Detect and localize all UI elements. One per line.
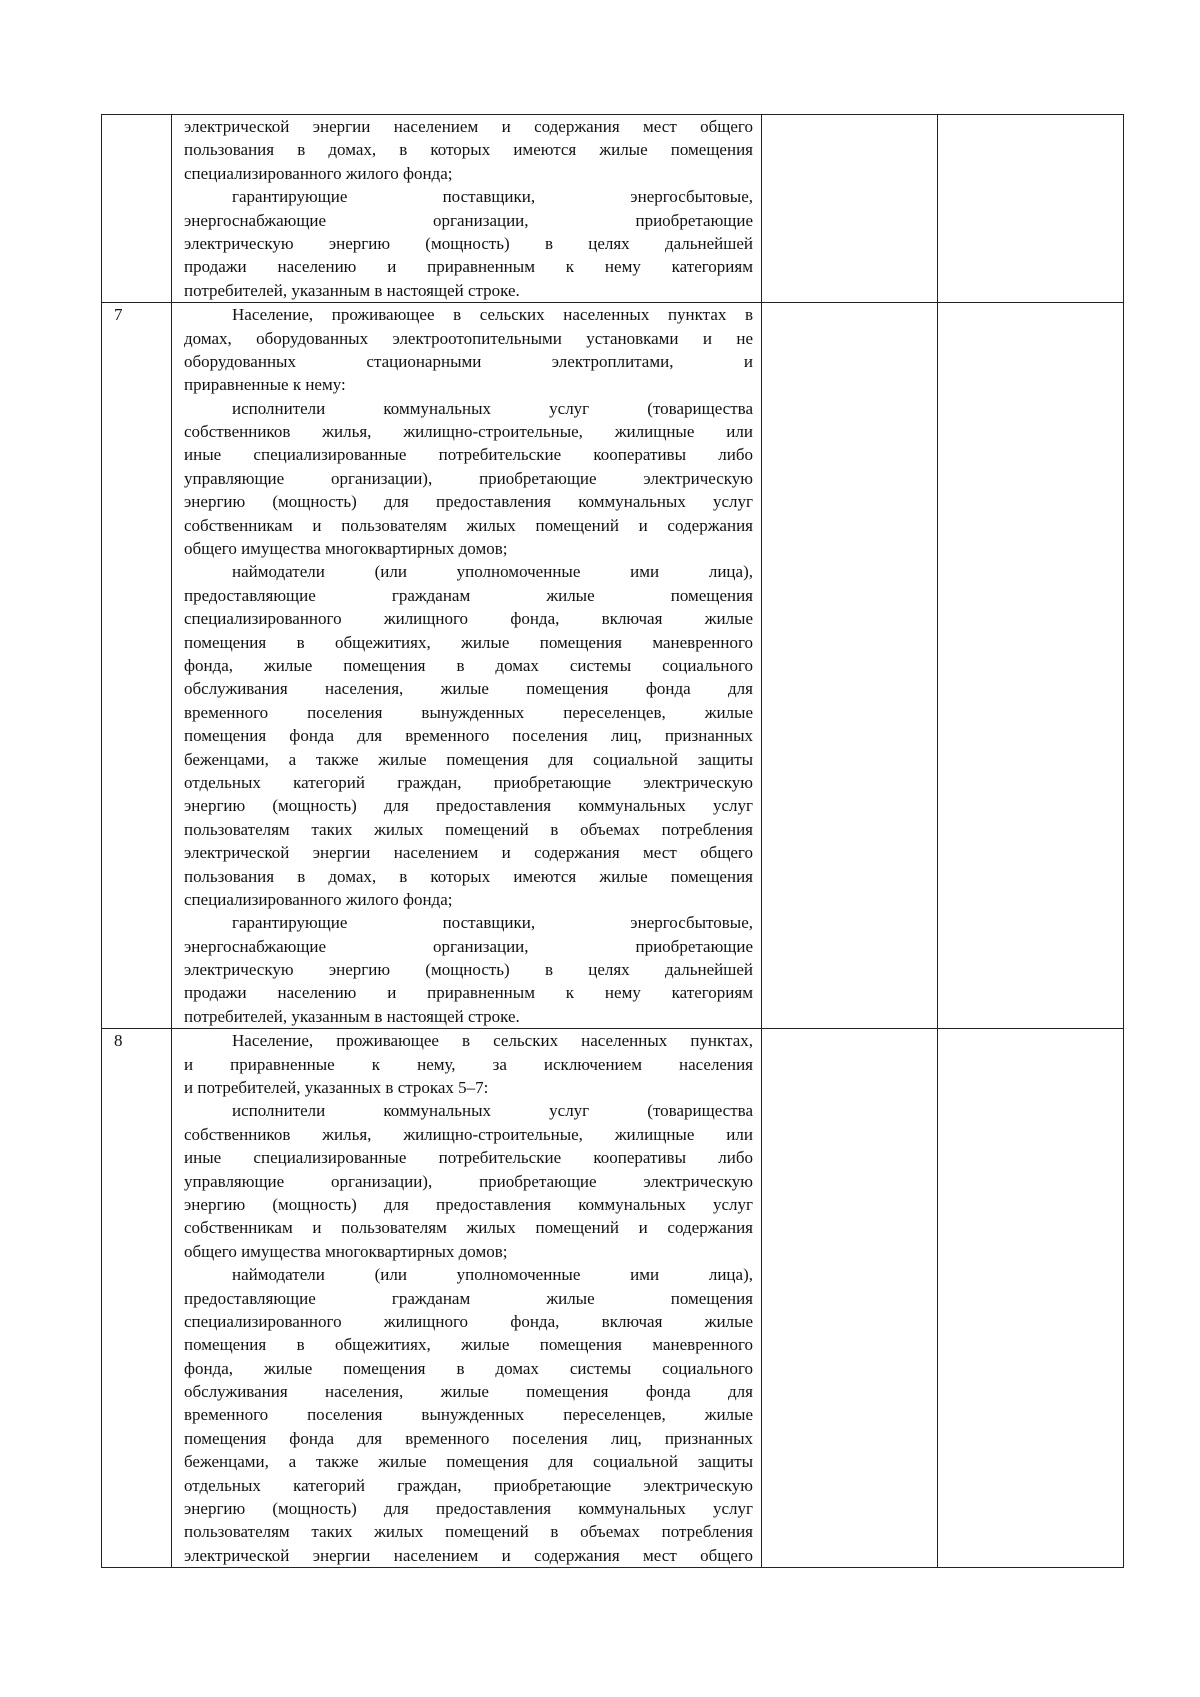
- text-line: собственникам и пользователям жилых помещений и содержания: [184, 515, 753, 535]
- text-line: помещения фонда для временного поселения лиц, признанных: [184, 1428, 753, 1448]
- text-line: электрической энергии населением и содержания мест общего: [184, 843, 753, 863]
- text-line: иные специализированные потребительские кооперативы либо: [184, 445, 753, 465]
- text-line: энергию (мощность) для предоставления коммунальных услуг: [184, 1194, 753, 1214]
- row-description-cell: [172, 1029, 762, 1568]
- empty-cell: [762, 1029, 938, 1568]
- text-line: электрическую энергию (мощность) в целях дальнейшей: [184, 960, 753, 980]
- text-line: домах, оборудованных электроотопительными установками и не: [184, 328, 753, 348]
- text-line: исполнители коммунальных услуг (товарищества: [232, 398, 753, 418]
- text-line: общего имущества многоквартирных домов;: [184, 539, 508, 559]
- text-line: специализированного жилого фонда;: [184, 889, 453, 909]
- text-line: энергию (мощность) для предоставления коммунальных услуг: [184, 492, 753, 512]
- text-line: наймодатели (или уполномоченные ими лица),: [232, 562, 753, 582]
- text-line: беженцами, а также жилые помещения для социальной защиты: [184, 1452, 753, 1472]
- text-line: пользователям таких жилых помещений в объемах потребления: [184, 819, 753, 839]
- text-line: специализированного жилищного фонда, включая жилые: [184, 609, 753, 629]
- text-line: общего имущества многоквартирных домов;: [184, 1241, 508, 1261]
- text-line: специализированного жилого фонда;: [184, 163, 453, 183]
- text-line: собственникам и пользователям жилых помещений и содержания: [184, 1218, 753, 1238]
- empty-cell: [938, 115, 1124, 303]
- text-line: исполнители коммунальных услуг (товарищества: [232, 1101, 753, 1121]
- text-line: электрическую энергию (мощность) в целях дальнейшей: [184, 233, 753, 253]
- text-line: собственников жилья, жилищно-строительные, жилищные или: [184, 1124, 753, 1144]
- text-line: специализированного жилищного фонда, включая жилые: [184, 1311, 753, 1331]
- text-line: пользователям таких жилых помещений в объемах потребления: [184, 1522, 753, 1542]
- text-line: и приравненные к нему, за исключением населения: [184, 1054, 753, 1074]
- text-line: отдельных категорий граждан, приобретающие электрическую: [184, 772, 753, 792]
- table-row: [102, 115, 1124, 303]
- text-line: энергоснабжающие организации, приобретающие: [184, 936, 753, 956]
- row-description-cell: [172, 303, 762, 1029]
- text-line: Население, проживающее в сельских населенных пунктах в: [232, 305, 753, 325]
- text-line: приравненные к нему:: [184, 375, 346, 395]
- text-line: энергоснабжающие организации, приобретающие: [184, 210, 753, 230]
- text-line: энергию (мощность) для предоставления коммунальных услуг: [184, 796, 753, 816]
- text-line: беженцами, а также жилые помещения для социальной защиты: [184, 749, 753, 769]
- row-description-cell: [172, 115, 762, 303]
- empty-cell: [762, 303, 938, 1029]
- empty-cell: [938, 303, 1124, 1029]
- text-line: помещения фонда для временного поселения лиц, признанных: [184, 726, 753, 746]
- row-number-cell: 7: [102, 303, 172, 1029]
- text-line: потребителей, указанным в настоящей строке.: [184, 1006, 520, 1026]
- text-line: пользования в домах, в которых имеются жилые помещения: [184, 866, 753, 886]
- text-line: управляющие организации), приобретающие электрическую: [184, 1171, 753, 1191]
- text-line: помещения в общежитиях, жилые помещения маневренного: [184, 1335, 753, 1355]
- text-line: фонда, жилые помещения в домах системы социального: [184, 655, 753, 675]
- text-line: обслуживания населения, жилые помещения фонда для: [184, 679, 753, 699]
- text-line: продажи населению и приравненным к нему категориям: [184, 983, 753, 1003]
- text-line: и потребителей, указанных в строках 5–7:: [184, 1078, 489, 1098]
- text-line: временного поселения вынужденных переселенцев, жилые: [184, 1405, 753, 1425]
- tariff-consumer-table: [101, 114, 1124, 1568]
- text-line: оборудованных стационарными электроплитами, и: [184, 351, 753, 371]
- row-number-cell: [102, 115, 172, 303]
- text-line: предоставляющие гражданам жилые помещения: [184, 585, 753, 605]
- text-line: потребителей, указанным в настоящей строке.: [184, 280, 520, 300]
- row-number-cell: 8: [102, 1029, 172, 1568]
- text-line: отдельных категорий граждан, приобретающие электрическую: [184, 1475, 753, 1495]
- text-line: управляющие организации), приобретающие электрическую: [184, 468, 753, 488]
- text-line: предоставляющие гражданам жилые помещения: [184, 1288, 753, 1308]
- text-line: помещения в общежитиях, жилые помещения маневренного: [184, 632, 753, 652]
- text-line: иные специализированные потребительские кооперативы либо: [184, 1148, 753, 1168]
- text-line: собственников жилья, жилищно-строительные, жилищные или: [184, 422, 753, 442]
- text-line: гарантирующие поставщики, энергосбытовые,: [232, 187, 753, 207]
- text-line: обслуживания населения, жилые помещения фонда для: [184, 1382, 753, 1402]
- text-line: энергию (мощность) для предоставления коммунальных услуг: [184, 1499, 753, 1519]
- text-line: электрической энергии населением и содержания мест общего: [184, 117, 753, 136]
- empty-cell: [762, 115, 938, 303]
- text-line: временного поселения вынужденных переселенцев, жилые: [184, 702, 753, 722]
- text-line: электрической энергии населением и содержания мест общего: [184, 1545, 753, 1565]
- text-line: пользования в домах, в которых имеются жилые помещения: [184, 140, 753, 160]
- table-row: [102, 303, 1124, 1029]
- empty-cell: [938, 1029, 1124, 1568]
- text-line: гарантирующие поставщики, энергосбытовые,: [232, 913, 753, 933]
- text-line: наймодатели (или уполномоченные ими лица),: [232, 1265, 753, 1285]
- text-line: фонда, жилые помещения в домах системы социального: [184, 1358, 753, 1378]
- text-line: Население, проживающее в сельских населенных пунктах,: [232, 1031, 753, 1051]
- table-row: [102, 1029, 1124, 1568]
- text-line: продажи населению и приравненным к нему категориям: [184, 257, 753, 277]
